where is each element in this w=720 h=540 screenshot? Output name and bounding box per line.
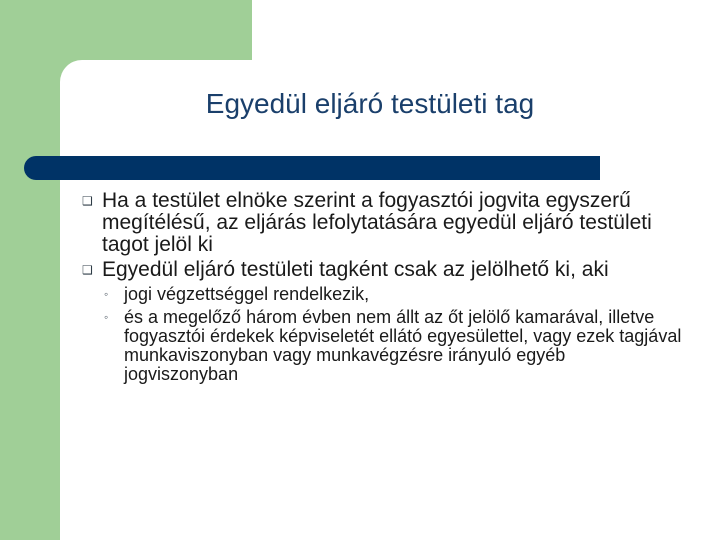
sub-bullet-item <box>104 285 682 304</box>
circle-bullet-icon: ◦ <box>104 287 109 301</box>
slide-title: Egyedül eljáró testületi tag <box>205 88 535 119</box>
title-underline-bar <box>24 156 600 180</box>
slide-content <box>82 190 682 384</box>
bullet-text: Ha a testület elnöke szerint a fogyasztói jogvita egyszerű megítélésű, az eljárás lefolytatására egyedül eljáró testületi tagot jelöl ki <box>102 189 652 256</box>
square-bullet-icon: ❑ <box>82 263 93 277</box>
square-bullet-icon: ❑ <box>82 194 93 208</box>
sub-bullet-item <box>104 308 682 384</box>
bullet-item <box>82 259 682 281</box>
sub-bullet-text: jogi végzettséggel rendelkezik, <box>124 284 370 304</box>
bullet-item <box>82 190 682 256</box>
circle-bullet-icon: ◦ <box>104 310 109 324</box>
bullet-text: Egyedül eljáró testületi tagként csak az jelölhető ki, aki <box>102 258 609 281</box>
sub-bullet-text: és a megelőző három évben nem állt az őt jelölő kamarával, illetve fogyasztói érdekek képviseletét ellátó egyesülettel, vagy ezek tagjával munkaviszonyban vagy munkavégzésre irányuló egyéb jogviszonyban <box>124 307 682 384</box>
